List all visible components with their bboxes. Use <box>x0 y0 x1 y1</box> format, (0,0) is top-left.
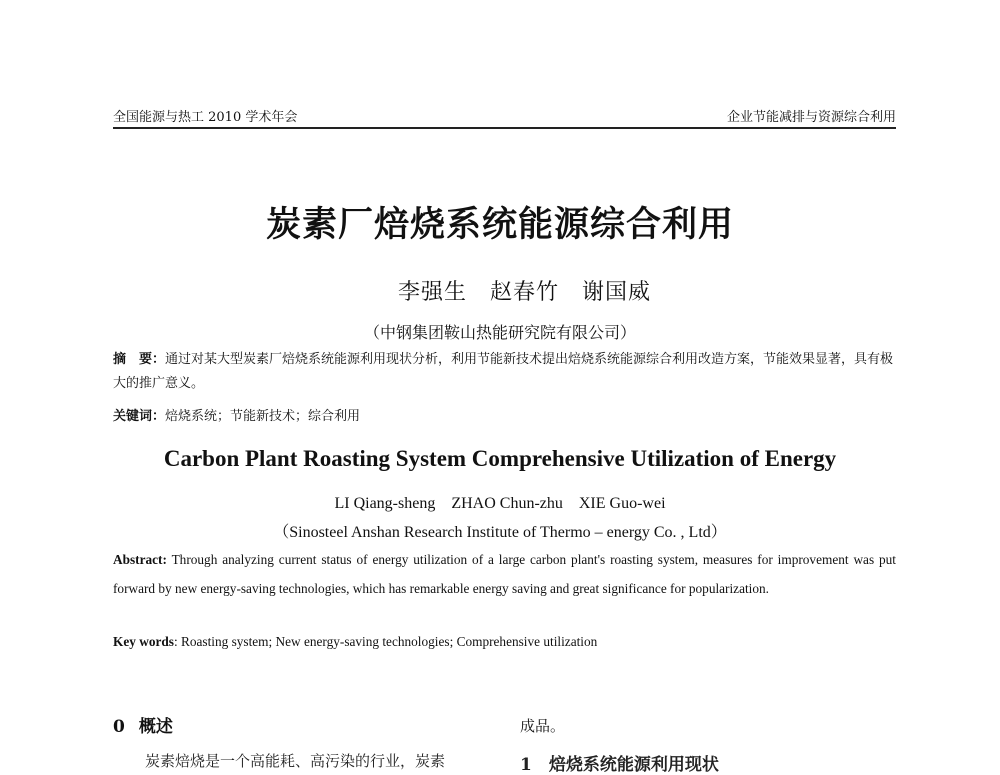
header-conference: 全国能源与热工 2010 学术年会 <box>113 110 298 125</box>
affiliation-en: （Sinosteel Anshan Research Institute of Thermo – energy Co. , Ltd） <box>273 524 727 541</box>
abstract-cn-text: 通过对某大型炭素厂焙烧系统能源利用现状分析，利用节能新技术提出焙烧系统能源综合利用改造方案，节能效果显著，具有极大的推广意义。 <box>113 352 894 391</box>
keywords-en <box>113 634 896 650</box>
affiliation-cn: （中钢集团鞍山热能研究院有限公司） <box>363 323 636 342</box>
keywords-cn <box>113 405 896 424</box>
left-column-cut-line: 炭素焙烧是一个高能耗、高污染的行业，炭素 <box>145 752 446 770</box>
abstract-en <box>113 545 896 603</box>
header-section: 企业节能减排与资源综合利用 <box>726 110 896 125</box>
authors-cn: 李强生 赵春竹 谢国威 <box>398 280 652 305</box>
abstract-cn <box>113 348 896 396</box>
keywords-en-text: : Roasting system; New energy-saving technologies; Comprehensive utilization <box>173 634 598 649</box>
keywords-cn-label: 关键词： <box>113 409 166 424</box>
keywords-en-label: Key words <box>113 634 174 649</box>
paper-title-en: Carbon Plant Roasting System Comprehensive Utilization of Energy <box>163 446 837 471</box>
keywords-cn-text: 焙烧系统；节能新技术；综合利用 <box>165 409 361 424</box>
right-column-cut-heading: 1 焙烧系统能源利用现状 <box>520 755 719 775</box>
paper-title-cn: 炭素厂焙烧系统能源综合利用 <box>265 204 734 245</box>
abstract-cn-label: 摘 要： <box>113 352 166 367</box>
abstract-en-text: Through analyzing current status of energy utilization of a large carbon plant's roasting system, measures for improvement was put forward by new energy-saving technologies, which has remarkable energy saving and great significance for popularization. <box>113 552 896 596</box>
section-number: 0 <box>113 717 125 737</box>
right-column-text: 成品。 <box>520 717 566 735</box>
running-header <box>113 99 896 129</box>
section-heading-0 <box>113 712 173 737</box>
abstract-en-label: Abstract: <box>113 552 167 567</box>
section-title: 概述 <box>138 717 173 737</box>
authors-en: LI Qiang-sheng ZHAO Chun-zhu XIE Guo-wei <box>334 495 666 512</box>
